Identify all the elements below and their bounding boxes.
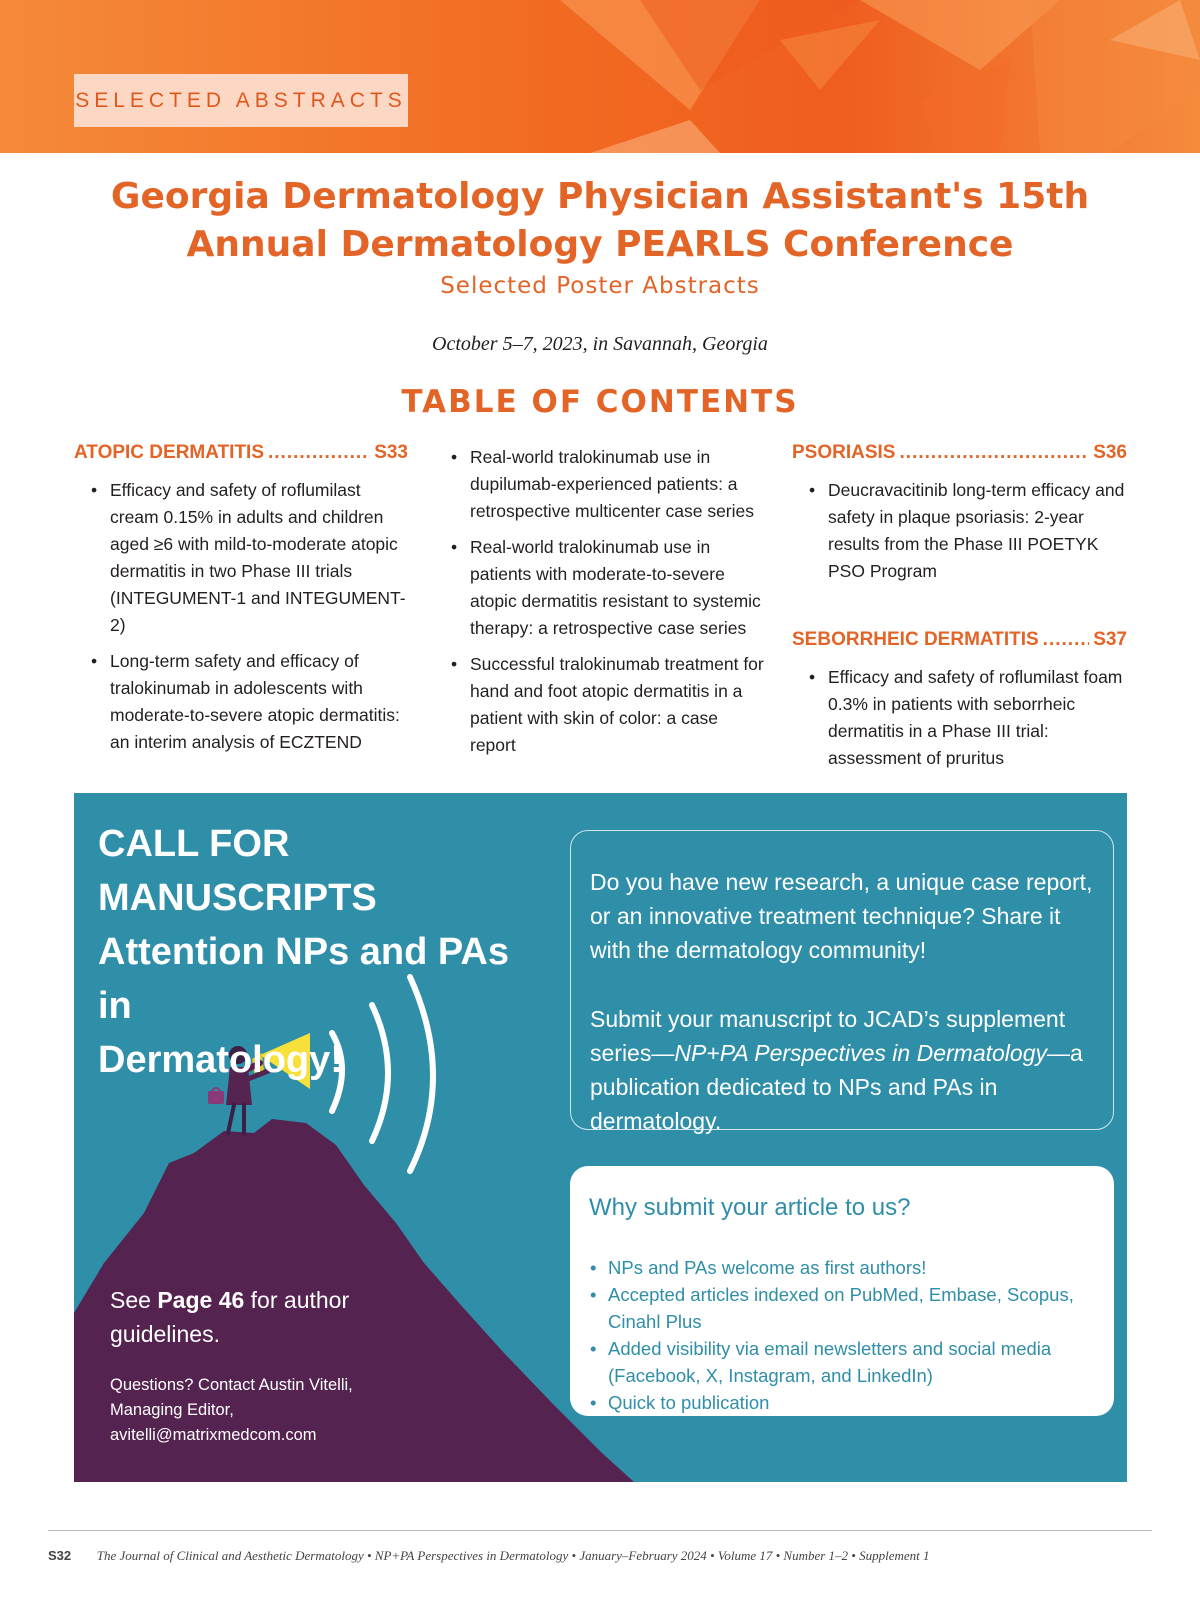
section-tag-label: SELECTED ABSTRACTS	[75, 88, 407, 112]
conference-subtitle: Selected Poster Abstracts	[440, 273, 760, 299]
toc-section-label: SEBORRHEIC DERMATITIS	[792, 629, 1039, 650]
author-guidelines-note	[110, 1283, 440, 1351]
toc-item[interactable]: • Efficacy and safety of roflumilast foam 0.3% in patients with seborrheic dermatitis in a Phase III trial: assessment of pruritus	[828, 664, 1127, 772]
toc-column-1	[74, 442, 408, 765]
toc-leader-dots	[268, 442, 370, 464]
journal-citation: The Journal of Clinical and Aesthetic Dermatology • NP+PA Perspectives in Dermatology • January–February 2024 • Volume 17 • Number 1–2 • Supplement 1	[96, 1548, 930, 1563]
toc-leader-dots	[899, 442, 1089, 464]
conference-title-line-1: Georgia Dermatology Physician Assistant's 15th	[110, 176, 1090, 217]
contact-line: Questions? Contact Austin Vitelli,	[110, 1376, 353, 1394]
why-submit-item: • Added visibility via email newsletters and social media (Facebook, X, Instagram, and LinkedIn)	[608, 1335, 1096, 1389]
intro-box	[570, 830, 1114, 1134]
why-submit-list	[589, 1254, 1096, 1416]
contact-email-link[interactable]: avitelli@matrixmedcom.com	[110, 1426, 317, 1444]
submit-text	[590, 1002, 1095, 1138]
contact-line: Managing Editor,	[110, 1401, 234, 1419]
guidelines-rest: for author guidelines.	[110, 1287, 350, 1347]
toc-column-2	[444, 444, 766, 768]
toc-section-seborrheic-dermatitis[interactable]	[792, 629, 1127, 651]
heading-line: CALL FOR MANUSCRIPTS	[98, 823, 377, 919]
guidelines-see: See	[110, 1287, 151, 1313]
page-number: S32	[48, 1548, 72, 1563]
page-footer	[48, 1548, 1152, 1564]
submit-suffix: —a publication dedicated to NPs and PAs in dermatology.	[590, 1040, 1083, 1134]
toc-column-3	[792, 442, 1127, 781]
toc-item[interactable]: • Long-term safety and efficacy of tralokinumab in adolescents with moderate-to-severe atopic dermatitis: an interim analysis of ECZTEND	[110, 648, 408, 756]
toc-item-list	[444, 444, 766, 759]
toc-section-label: ATOPIC DERMATITIS	[74, 442, 264, 463]
why-submit-item: • NPs and PAs welcome as first authors!	[608, 1254, 1096, 1281]
series-name: NP+PA Perspectives in Dermatology	[674, 1040, 1047, 1066]
toc-item[interactable]: • Deucravacitinib long-term efficacy and safety in plaque psoriasis: 2-year results from the Phase III POETYK PSO Program	[828, 477, 1127, 585]
toc-item-list	[792, 477, 1127, 585]
why-submit-box	[570, 1166, 1114, 1416]
toc-item[interactable]: • Real-world tralokinumab use in patients with moderate-to-severe atopic dermatitis resistant to systemic therapy: a retrospective case series	[470, 534, 766, 642]
conference-title-line-2: Annual Dermatology PEARLS Conference	[186, 224, 1014, 265]
footer-divider	[48, 1530, 1152, 1531]
header-banner	[0, 0, 1200, 153]
toc-item[interactable]: • Efficacy and safety of roflumilast cream 0.15% in adults and children aged ≥6 with mild-to-moderate atopic dermatitis in two Phase III trials (INTEGUMENT-1 and INTEGUMENT-2)	[110, 477, 408, 639]
toc-leader-dots	[1043, 629, 1090, 651]
guidelines-page-link[interactable]: Page 46	[157, 1287, 245, 1313]
why-submit-item: • Accepted articles indexed on PubMed, Embase, Scopus, Cinahl Plus	[608, 1281, 1096, 1335]
toc-item-list	[74, 477, 408, 756]
event-date-location: October 5–7, 2023, in Savannah, Georgia	[432, 333, 768, 355]
toc-section-psoriasis[interactable]	[792, 442, 1127, 464]
toc-section-page: S37	[1093, 629, 1127, 650]
contact-info	[110, 1373, 440, 1448]
call-for-manuscripts-panel	[74, 793, 1127, 1482]
call-for-manuscripts-heading	[98, 817, 528, 1087]
section-tag	[74, 74, 408, 127]
toc-heading: TABLE OF CONTENTS	[401, 384, 799, 420]
why-submit-item: • Quick to publication	[608, 1389, 1096, 1416]
toc-section-atopic-dermatitis[interactable]	[74, 442, 408, 464]
why-submit-title: Why submit your article to us?	[589, 1194, 911, 1221]
toc-section-page: S33	[374, 442, 408, 463]
toc-section-page: S36	[1093, 442, 1127, 463]
toc-section-label: PSORIASIS	[792, 442, 896, 463]
heading-line: Dermatology!	[98, 1039, 343, 1081]
intro-text: Do you have new research, a unique case report, or an innovative treatment technique? Share it with the dermatology community!	[590, 869, 1093, 963]
toc-item[interactable]: • Real-world tralokinumab use in dupilumab-experienced patients: a retrospective multicenter case series	[470, 444, 766, 525]
heading-line: Attention NPs and PAs in	[98, 931, 509, 1027]
toc-item[interactable]: • Successful tralokinumab treatment for hand and foot atopic dermatitis in a patient with skin of color: a case report	[470, 651, 766, 759]
toc-item-list	[792, 664, 1127, 772]
submit-prefix: Submit your manuscript to JCAD’s supplement series—	[590, 1006, 1066, 1066]
